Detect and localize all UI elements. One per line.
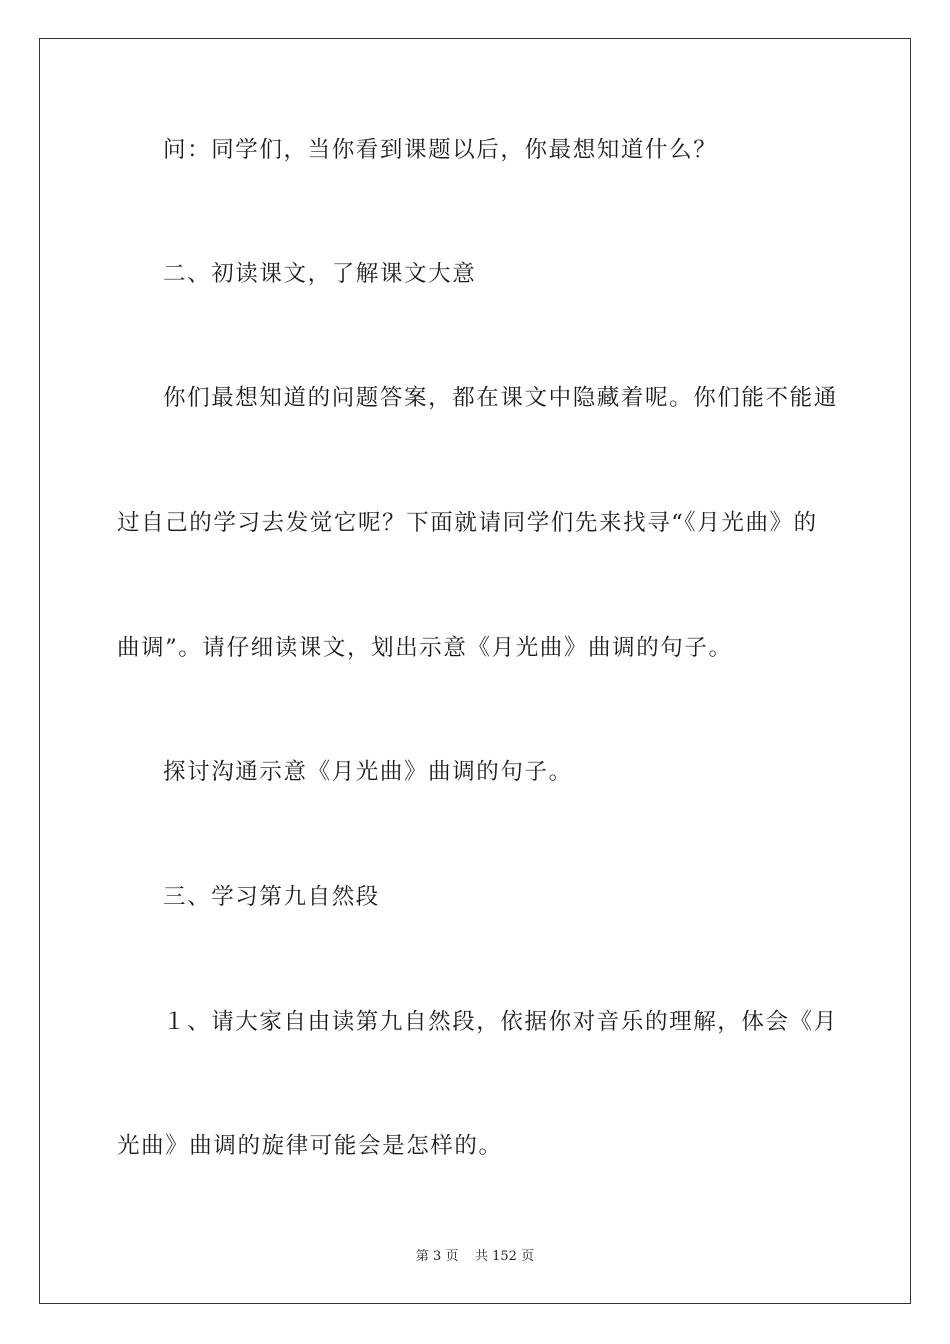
- paragraph-line: 你们最想知道的问题答案，都在课文中隐藏着呢。你们能不能通: [163, 385, 838, 411]
- paragraph-line: 曲调”。请仔细读课文，划出示意《月光曲》曲调的句子。: [117, 635, 733, 661]
- paragraph-line: 光曲》曲调的旋律可能会是怎样的。: [117, 1133, 503, 1159]
- paragraph-line: 探讨沟通示意《月光曲》曲调的句子。: [163, 759, 573, 785]
- paragraph-question: 问：同学们，当你看到课题以后，你最想知道什么？: [163, 137, 718, 163]
- section-heading-3: 三、学习第九自然段: [163, 884, 380, 910]
- paragraph-line: １、请大家自由读第九自然段，依据你对音乐的理解，体会《月: [163, 1009, 838, 1035]
- paragraph-line: 过自己的学习去发觉它呢？下面就请同学们先来找寻“《月光曲》的: [117, 510, 818, 536]
- page-border: [39, 38, 911, 1304]
- section-heading-2: 二、初读课文，了解课文大意: [163, 261, 477, 287]
- page-number: 第 3 页 共 152 页: [415, 1249, 535, 1264]
